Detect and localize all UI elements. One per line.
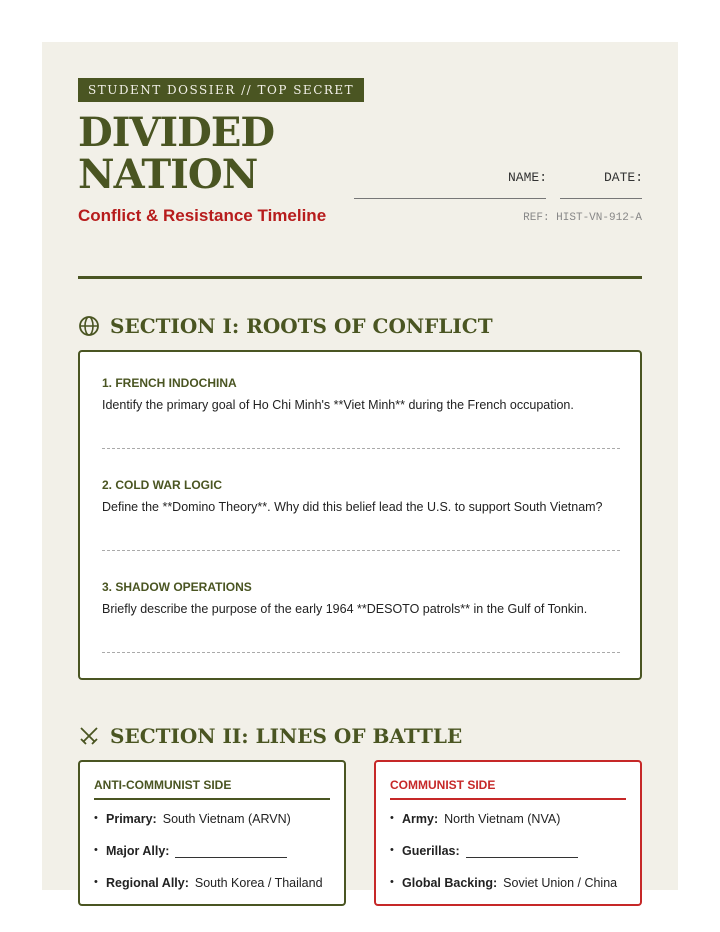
list-item [94, 876, 334, 908]
question-1-title: 1. FRENCH INDOCHINA [102, 376, 237, 390]
major-ally-blank[interactable] [175, 845, 287, 858]
question-2-answer-line[interactable] [102, 550, 620, 551]
section-2-title: SECTION II: LINES OF BATTLE [110, 724, 463, 748]
item-label: Primary: [106, 812, 157, 826]
section-2-heading [78, 724, 462, 748]
worksheet-content [78, 78, 644, 890]
anti-communist-card [78, 760, 346, 906]
communist-list [390, 812, 630, 908]
page-title [78, 109, 642, 198]
section-1-heading [78, 314, 493, 338]
item-value: South Korea / Thailand [194, 876, 323, 890]
page-subtitle: Conflict & Resistance Timeline [78, 206, 327, 225]
question-3-title: 3. SHADOW OPERATIONS [102, 580, 252, 594]
worksheet-page [42, 42, 678, 890]
item-label: Army: [402, 812, 439, 826]
name-line [354, 198, 546, 199]
header-divider [78, 276, 642, 279]
classification-badge: STUDENT DOSSIER // TOP SECRET [78, 78, 364, 102]
name-label: NAME: [508, 170, 548, 185]
question-2-title: 2. COLD WAR LOGIC [102, 478, 222, 492]
item-label: Regional Ally: [106, 876, 189, 890]
question-2 [102, 478, 620, 514]
questions-box [78, 350, 642, 680]
title-line-2: NATION [78, 151, 258, 198]
list-item [94, 812, 334, 844]
question-3-answer-line[interactable] [102, 652, 620, 653]
question-2-text: Define the **Domino Theory**. Why did this belief lead the U.S. to support South Vietnam? [102, 500, 603, 514]
list-item [390, 844, 630, 876]
title-line-1: DIVIDED [78, 109, 275, 156]
section-1-title: SECTION I: ROOTS OF CONFLICT [110, 314, 493, 338]
question-3-text: Briefly describe the purpose of the early 1964 **DESOTO patrols** in the Gulf of Tonkin. [102, 602, 588, 616]
item-value: South Vietnam (ARVN) [162, 812, 291, 826]
item-label: Guerillas: [402, 844, 460, 858]
globe-icon [78, 315, 100, 337]
guerillas-blank[interactable] [466, 845, 578, 858]
date-field[interactable] [604, 170, 643, 185]
item-value: Soviet Union / China [503, 876, 618, 890]
communist-heading: COMMUNIST SIDE [390, 778, 626, 800]
anti-communist-list [94, 812, 334, 908]
question-1 [102, 376, 620, 412]
item-label: Global Backing: [402, 876, 498, 890]
list-item [390, 812, 630, 844]
list-item [390, 876, 630, 908]
communist-card [374, 760, 642, 906]
date-line [560, 198, 642, 199]
question-3 [102, 580, 620, 616]
item-value: North Vietnam (NVA) [444, 812, 561, 826]
crossed-swords-icon [78, 725, 100, 747]
name-field[interactable] [508, 170, 547, 185]
anti-communist-heading: ANTI-COMMUNIST SIDE [94, 778, 330, 800]
question-1-text: Identify the primary goal of Ho Chi Minh's **Viet Minh** during the French occupation. [102, 398, 574, 412]
question-1-answer-line[interactable] [102, 448, 620, 449]
date-label: DATE: [604, 170, 644, 185]
reference-code: REF: HIST-VN-912-A [523, 212, 642, 224]
item-label: Major Ally: [106, 844, 170, 858]
list-item [94, 844, 334, 876]
